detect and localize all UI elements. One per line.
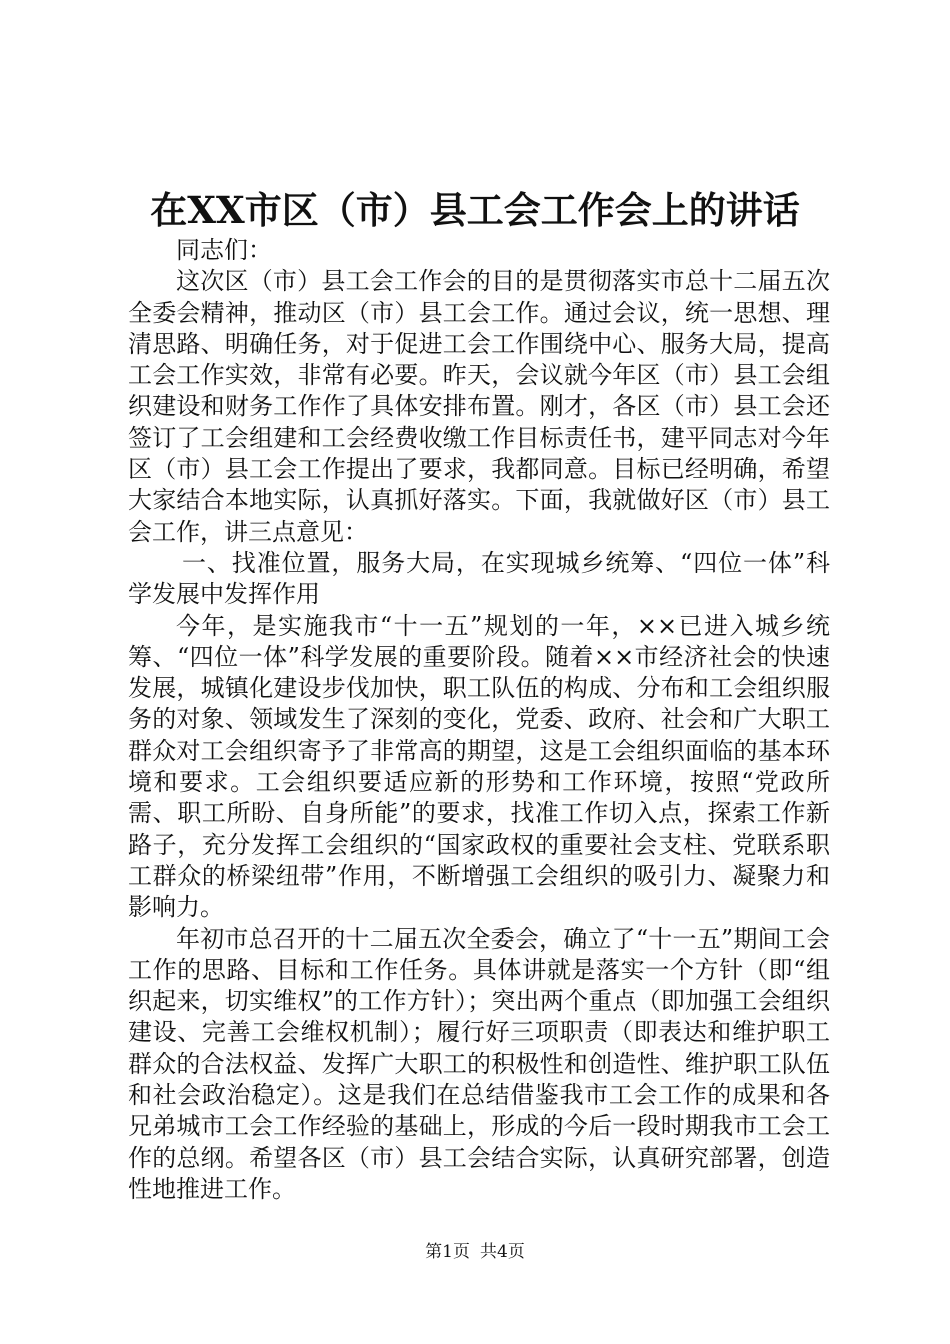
page-total: 共4页 xyxy=(480,1242,525,1262)
page-number: 第1页 xyxy=(425,1242,470,1262)
section-heading: 一、找准位置，服务大局，在实现城乡统筹、“四位一体”科学发展中发挥作用 xyxy=(128,548,830,609)
document-title: 在XX市区（市）县工会工作会上的讲话 xyxy=(150,188,800,232)
document-body xyxy=(128,235,830,1205)
paragraph: 年初市总召开的十二届五次全委会，确立了“十一五”期间工会工作的思路、目标和工作任务。具体讲就是落实一个方针（即“组织起来，切实维权”的工作方针）；突出两个重点（即加强工会组织建设、完善工会维权机制）；履行好三项职责（即表达和维护职工群众的合法权益、发挥广大职工的积极性和创造性、维护职工队伍和社会政治稳定）。这是我们在总结借鉴我市工会工作的成果和各兄弟城市工会工作经验的基础上，形成的今后一段时期我市工会工作的总纲。希望各区（市）县工会结合实际，认真研究部署，创造性地推进工作。 xyxy=(128,924,830,1203)
salutation: 同志们： xyxy=(176,236,272,264)
page-footer xyxy=(0,1240,950,1264)
paragraph: 今年，是实施我市“十一五”规划的一年，××已进入城乡统筹、“四位一体”科学发展的重要阶段。随着××市经济社会的快速发展，城镇化建设步伐加快，职工队伍的构成、分布和工会组织服务的对象、领域发生了深刻的变化，党委、政府、社会和广大职工群众对工会组织寄予了非常高的期望，这是工会组织面临的基本环境和要求。工会组织要适应新的形势和工作环境，按照“党政所需、职工所盼、自身所能”的要求，找准工作切入点，探索工作新路子，充分发挥工会组织的“国家政权的重要社会支柱、党联系职工群众的桥梁纽带”作用，不断增强工会组织的吸引力、凝聚力和影响力。 xyxy=(128,611,830,922)
paragraph: 这次区（市）县工会工作会的目的是贯彻落实市总十二届五次全委会精神，推动区（市）县工会工作。通过会议，统一思想、理清思路、明确任务，对于促进工会工作围绕中心、服务大局，提高工会工作实效，非常有必要。昨天，会议就今年区（市）县工会组织建设和财务工作作了具体安排布置。刚才，各区（市）县工会还签订了工会组建和工会经费收缴工作目标责任书，建平同志对今年区（市）县工会工作提出了要求，我都同意。目标已经明确，希望大家结合本地实际，认真抓好落实。下面，我就做好区（市）县工会工作，讲三点意见： xyxy=(128,267,830,546)
